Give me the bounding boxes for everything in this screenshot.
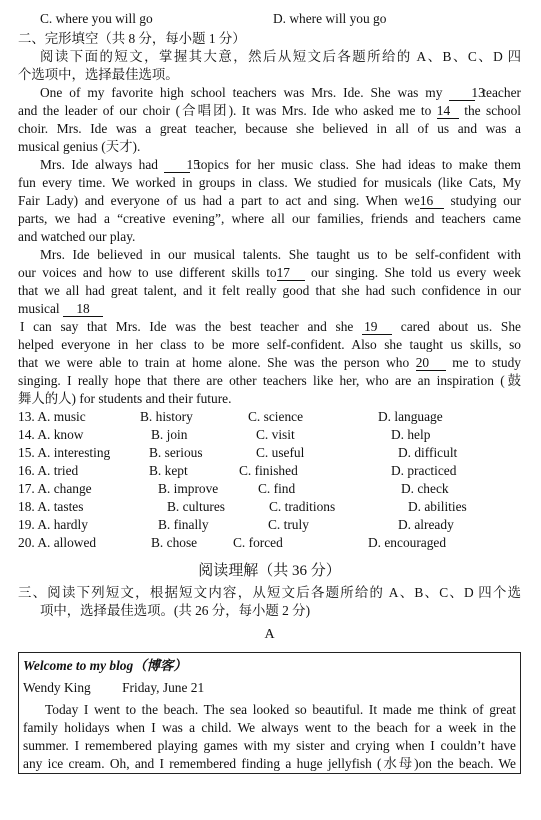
passage-line: musical 18 — [18, 300, 521, 318]
option-d: D. already — [398, 517, 454, 532]
option-b: B. kept — [149, 463, 188, 478]
options-row-20 — [18, 534, 521, 552]
option-d: D. where will you go — [273, 11, 387, 26]
blog-line: any ice cream. Oh, and I remembered finding a huge jellyfish (水母)on the beach. We — [23, 756, 516, 771]
option-d: D. difficult — [398, 445, 458, 460]
blank-17: 17 — [277, 265, 305, 281]
options-row-14 — [18, 426, 521, 444]
passage-line: choir. Mrs. Ide was a great teacher, because she believed in all of us and was a — [18, 121, 521, 136]
blog-date: Friday, June 21 — [122, 680, 205, 695]
blank-13: 13 — [449, 85, 475, 101]
passage-line: that we were able to train at home alone. She was the person who 20 me to study — [18, 355, 521, 370]
blog-line: summer. I remembered playing games with my sister and crying when I couldn’t have — [23, 738, 516, 753]
section-2-title: 二、完形填空（共 8 分，每小题 1 分） — [18, 31, 246, 46]
option-c: C. find — [258, 481, 296, 496]
passage-line: our voices and how to use different skills to17 our singing. She told us every week — [18, 265, 521, 280]
passage-line: I can say that Mrs. Ide was the best teacher and she 19 cared about us. She — [20, 319, 521, 334]
blog-meta — [23, 679, 516, 697]
passage-line: Fair Lady) and everyone of us had a part to act and sing. When we16 studying our — [18, 193, 522, 208]
passage-line: Mrs. Ide always had 15 topics for her music class. She had ideas to make them — [40, 157, 521, 172]
exam-page — [18, 0, 521, 774]
option-a: 18. A. tastes — [18, 499, 84, 514]
option-b: B. join — [151, 427, 188, 442]
option-d: D. encouraged — [368, 535, 447, 550]
option-d: D. check — [401, 481, 449, 496]
cloze-passage — [18, 84, 521, 408]
option-d: D. abilities — [408, 499, 467, 514]
option-a: 19. A. hardly — [18, 517, 88, 532]
passage-line: helped everyone in her class to be more self-confident. Also she taught us skills, so — [18, 337, 521, 352]
passage-line: fun every time. We worked in groups in class. We studied for musicals (like Cats, My — [18, 175, 521, 190]
passage-a-label: A — [264, 627, 275, 642]
blank-14: 14 — [437, 103, 459, 119]
options-row-18 — [18, 498, 521, 516]
passage-line: One of my favorite high school teachers was Mrs. Ide. She was my 13 teacher — [40, 85, 521, 100]
blog-author: Wendy King — [23, 680, 91, 695]
option-c: C. forced — [233, 535, 283, 550]
option-c: C. science — [248, 409, 304, 424]
question-12-options — [18, 10, 521, 30]
options-row-13 — [18, 408, 521, 426]
blank-19: 19 — [362, 319, 392, 335]
option-a: 16. A. tried — [18, 463, 79, 478]
passage-line: that we all had great talent, and it felt really good that she had such confidence in our — [18, 283, 521, 298]
passage-line: musical genius (天才). — [18, 139, 141, 154]
options-row-16 — [18, 462, 521, 480]
options-list — [18, 408, 521, 552]
option-b: B. finally — [158, 517, 209, 532]
blank-18: 18 — [63, 301, 103, 317]
passage-line: and watched our play. — [18, 229, 136, 244]
option-a: 15. A. interesting — [18, 445, 111, 460]
passage-line: parts, we had a “creative evening”, where all our families, friends and teachers came — [18, 211, 521, 226]
option-c: C. finished — [239, 463, 298, 478]
passage-line: Mrs. Ide believed in our musical talents. She taught us to be self-confident with — [40, 247, 521, 262]
option-c: C. traditions — [269, 499, 336, 514]
option-c: C. truly — [268, 517, 309, 532]
option-b: B. cultures — [167, 499, 226, 514]
passage-line: 舞人的人) for students and their future. — [18, 391, 232, 406]
option-d: D. language — [378, 409, 443, 424]
option-c: C. where you will go — [40, 11, 153, 26]
option-a: 17. A. change — [18, 481, 92, 496]
option-b: B. serious — [149, 445, 203, 460]
blank-16: 16 — [420, 193, 444, 209]
option-b: B. improve — [158, 481, 219, 496]
option-d: D. practiced — [391, 463, 457, 478]
option-c: C. useful — [256, 445, 305, 460]
reading-heading: 阅读理解（共 36 分） — [198, 563, 341, 579]
section-3-instruction: 三、阅读下列短文，根据短文内容，从短文后各题所给的 A、B、C、D 四个选 — [18, 585, 521, 600]
options-row-19 — [18, 516, 521, 534]
option-b: B. chose — [151, 535, 198, 550]
option-a: 14. A. know — [18, 427, 84, 442]
blog-title: Welcome to my blog（博客） — [23, 658, 187, 673]
blank-20: 20 — [416, 355, 446, 371]
blog-box — [18, 652, 521, 774]
option-a: 20. A. allowed — [18, 535, 97, 550]
blog-line: family holidays when I was a child. We always went to the beach for a week in the — [23, 720, 516, 735]
blog-line: Today I went to the beach. The sea looked so beautiful. It made me think of great — [45, 702, 516, 717]
option-d: D. help — [391, 427, 431, 442]
section-3-instruction-cont: 项中，选择最佳选项。(共 26 分，每小题 2 分) — [40, 603, 311, 618]
section-2-instruction: 阅读下面的短文，掌握其大意，然后从短文后各题所给的 A、B、C、D 四 — [40, 49, 521, 64]
blank-15: 15 — [164, 157, 190, 173]
section-2-instruction-cont: 个选项中，选择最佳选项。 — [18, 67, 179, 82]
options-row-17 — [18, 480, 521, 498]
options-row-15 — [18, 444, 521, 462]
passage-line: and the leader of our choir (合唱团). It was Mrs. Ide who asked me to 14 the school — [18, 103, 521, 118]
option-a: 13. A. music — [18, 409, 86, 424]
passage-line: singing. I really hope that there are other teachers like her, who are an inspiration (鼓 — [18, 373, 521, 388]
option-b: B. history — [140, 409, 193, 424]
option-c: C. visit — [256, 427, 295, 442]
